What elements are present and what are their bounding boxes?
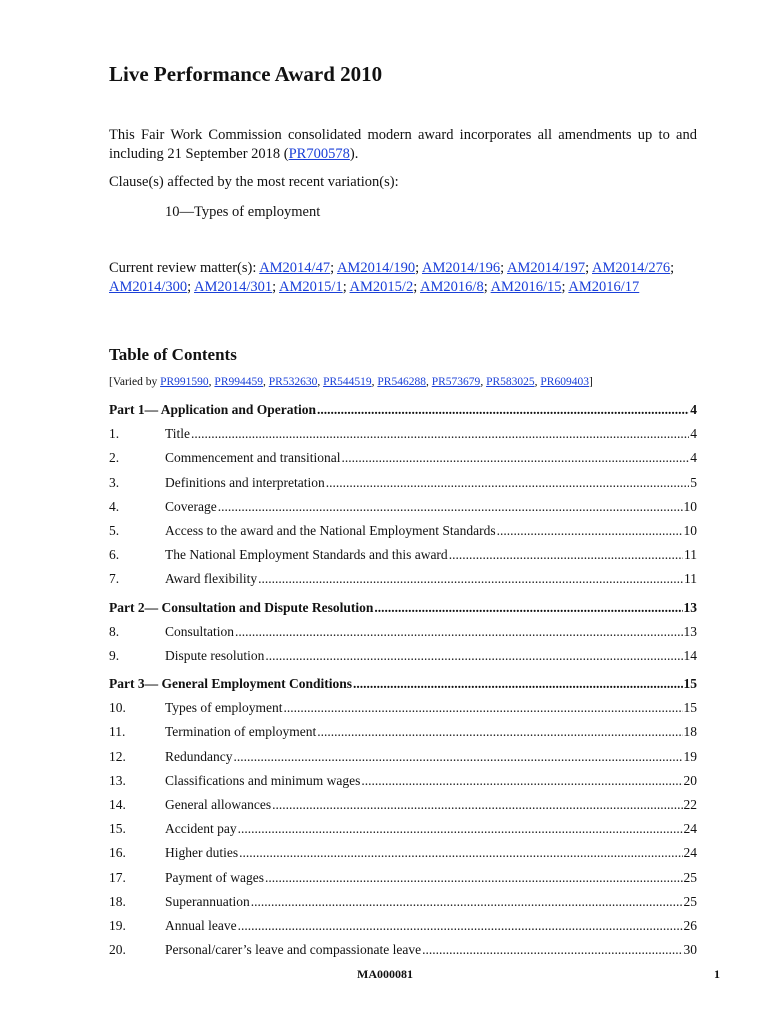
review-link[interactable]: AM2014/197 (506, 260, 586, 276)
toc-leader-dots (326, 475, 690, 491)
toc-number: 4. (109, 498, 120, 514)
intro-text-end: ). (349, 146, 359, 162)
toc-leader-dots (353, 676, 683, 692)
varied-separator: , (317, 376, 324, 388)
toc-row[interactable] (109, 475, 697, 499)
review-link[interactable]: AM2015/2 (349, 279, 414, 295)
toc-label: Superannuation (165, 893, 250, 909)
toc-row[interactable] (109, 797, 697, 821)
clauses-label: Clause(s) affected by the most recent variation(s): (109, 174, 399, 190)
toc-label: Payment of wages (165, 869, 264, 885)
toc-page-number: 25 (683, 893, 697, 909)
toc-leader-dots (497, 523, 683, 539)
varied-link[interactable]: PR573679 (431, 376, 481, 388)
intro-paragraph (109, 126, 697, 164)
toc-row[interactable] (109, 918, 697, 942)
toc-row[interactable] (109, 845, 697, 869)
table-of-contents (109, 402, 697, 966)
clause-item: 10—Types of employment (165, 204, 321, 220)
varied-separator: , (425, 376, 432, 388)
review-link[interactable]: AM2016/15 (490, 279, 562, 295)
toc-page-number: 22 (683, 797, 697, 812)
toc-label: Title (165, 426, 191, 442)
toc-leader-dots (284, 700, 683, 716)
toc-leader-dots (235, 624, 682, 640)
toc-heading: Table of Contents (109, 345, 237, 364)
toc-leader-dots (265, 870, 683, 886)
varied-separator: , (480, 376, 487, 388)
toc-page-number: 10 (683, 498, 697, 514)
review-separator: ; (585, 260, 592, 276)
toc-label: Commencement and transitional (165, 450, 341, 466)
toc-leader-dots (272, 797, 682, 813)
varied-link[interactable]: PR544519 (323, 376, 372, 388)
toc-page-number: 4 (690, 450, 697, 466)
toc-page-number: 24 (683, 821, 697, 837)
toc-row[interactable] (109, 870, 697, 894)
toc-number: 5. (109, 522, 120, 538)
review-separator: ; (272, 279, 280, 295)
review-matters (109, 259, 701, 297)
toc-leader-dots (317, 724, 682, 740)
toc-leader-dots (341, 450, 689, 466)
toc-leader-dots (239, 845, 682, 861)
toc-label: Accident pay (165, 821, 237, 837)
toc-leader-dots (449, 547, 683, 563)
toc-label: Part 1— Application and Operation (109, 402, 317, 417)
toc-page-number: 15 (683, 676, 697, 692)
varied-link[interactable]: PR532630 (268, 376, 318, 388)
intro-text: This Fair Work Commission consolidated modern award incorporates all amendments up to and including 21 September 2018 ( (109, 127, 697, 162)
review-link[interactable]: AM2014/300 (109, 279, 188, 295)
toc-number: 16. (109, 845, 126, 861)
varied-by (109, 376, 593, 388)
review-link[interactable]: AM2015/1 (279, 279, 343, 295)
toc-label: Annual leave (165, 917, 237, 933)
toc-page-number: 26 (683, 917, 697, 933)
toc-number: 20. (109, 942, 126, 958)
review-separator: ; (500, 260, 507, 276)
varied-prefix: [Varied by (109, 376, 161, 388)
toc-label: Termination of employment (165, 724, 317, 740)
toc-leader-dots (251, 894, 683, 910)
toc-row[interactable] (109, 523, 697, 547)
toc-label: Higher duties (165, 845, 239, 861)
varied-link[interactable]: PR991590 (160, 376, 209, 388)
review-link[interactable]: AM2014/276 (592, 260, 671, 276)
toc-number: 2. (109, 450, 120, 466)
toc-part-row[interactable] (109, 600, 697, 624)
toc-label: The National Employment Standards and this award (165, 547, 448, 563)
toc-page-number: 24 (683, 845, 697, 861)
toc-page-number: 25 (683, 869, 697, 885)
review-link[interactable]: AM2014/190 (336, 260, 416, 276)
toc-leader-dots (317, 402, 689, 418)
document-title: Live Performance Award 2010 (109, 62, 383, 86)
toc-label: Dispute resolution (165, 647, 265, 663)
toc-page-number: 11 (684, 571, 697, 587)
toc-number: 19. (109, 917, 126, 933)
toc-page-number: 10 (683, 522, 697, 538)
review-separator: ; (187, 279, 195, 295)
review-separator: ; (415, 260, 422, 276)
toc-row[interactable] (109, 749, 697, 773)
toc-page-number: 11 (684, 547, 697, 563)
toc-leader-dots (361, 773, 682, 789)
varied-link[interactable]: PR546288 (377, 376, 426, 388)
toc-leader-dots (238, 821, 683, 837)
varied-link[interactable]: PR609403 (540, 376, 589, 388)
toc-page-number: 19 (683, 748, 697, 764)
toc-number: 3. (109, 474, 120, 490)
toc-number: 14. (109, 797, 126, 812)
toc-number: 12. (109, 748, 126, 764)
toc-label: Part 3— General Employment Conditions (109, 676, 352, 692)
toc-page-number: 18 (683, 724, 697, 740)
toc-leader-dots (422, 942, 682, 958)
toc-page-number: 15 (683, 700, 697, 716)
varied-link[interactable]: PR994459 (214, 376, 263, 388)
toc-row[interactable] (109, 700, 697, 724)
toc-leader-dots (265, 648, 682, 664)
varied-separator: , (263, 376, 269, 388)
varied-separator: , (208, 376, 215, 388)
toc-page-number: 20 (683, 772, 697, 788)
toc-part-row[interactable] (109, 676, 697, 700)
toc-label: General allowances (165, 797, 272, 812)
toc-row[interactable] (109, 426, 697, 450)
toc-page-number: 13 (683, 623, 697, 639)
toc-part-row[interactable] (109, 402, 697, 426)
toc-row[interactable] (109, 894, 697, 918)
review-link[interactable]: AM2016/8 (420, 279, 484, 295)
toc-number: 15. (109, 821, 126, 837)
toc-row[interactable] (109, 773, 697, 797)
toc-leader-dots (238, 918, 683, 934)
toc-label: Coverage (165, 498, 217, 514)
toc-label: Award flexibility (165, 571, 258, 587)
varied-separator: , (534, 376, 541, 388)
toc-number: 7. (109, 571, 120, 587)
toc-label: Part 2— Consultation and Dispute Resolution (109, 599, 374, 615)
toc-row[interactable] (109, 450, 697, 474)
toc-leader-dots (191, 426, 689, 442)
toc-leader-dots (374, 600, 682, 616)
review-link[interactable]: AM2014/301 (194, 279, 273, 295)
toc-row[interactable] (109, 624, 697, 648)
review-separator: ; (483, 279, 491, 295)
review-link[interactable]: AM2014/47 (259, 260, 331, 276)
review-separator: ; (330, 260, 337, 276)
toc-row[interactable] (109, 648, 697, 672)
toc-row[interactable] (109, 821, 697, 845)
toc-leader-dots (258, 571, 683, 587)
toc-number: 6. (109, 547, 120, 563)
toc-number: 11. (109, 724, 126, 740)
toc-row[interactable] (109, 571, 697, 595)
toc-row[interactable] (109, 724, 697, 748)
toc-number: 18. (109, 893, 126, 909)
toc-number: 10. (109, 700, 126, 716)
varied-separator: , (371, 376, 378, 388)
toc-page-number: 5 (690, 474, 697, 490)
toc-label: Redundancy (165, 748, 233, 764)
toc-number: 9. (109, 647, 120, 663)
toc-label: Consultation (165, 623, 235, 639)
toc-page-number: 4 (690, 402, 697, 417)
toc-label: Definitions and interpretation (165, 474, 325, 490)
toc-number: 8. (109, 623, 120, 639)
toc-page-number: 14 (683, 647, 697, 663)
varied-link[interactable]: PR583025 (486, 376, 535, 388)
intro-link[interactable]: PR700578 (288, 146, 350, 162)
toc-row[interactable] (109, 942, 697, 966)
review-separator: ; (670, 260, 675, 276)
review-separator: ; (413, 279, 421, 295)
review-separator: ; (342, 279, 350, 295)
toc-number: 13. (109, 772, 126, 788)
toc-label: Types of employment (165, 700, 283, 716)
review-link[interactable]: AM2016/17 (568, 279, 640, 295)
toc-row[interactable] (109, 499, 697, 523)
toc-page-number: 4 (690, 426, 697, 442)
toc-label: Personal/carer’s leave and compassionate leave (165, 942, 422, 958)
toc-leader-dots (233, 749, 682, 765)
footer-award-code: MA000081 (357, 967, 413, 981)
toc-page-number: 13 (683, 599, 697, 615)
varied-suffix: ] (588, 376, 593, 388)
review-link[interactable]: AM2014/196 (421, 260, 501, 276)
toc-number: 1. (109, 426, 120, 442)
review-separator: ; (561, 279, 569, 295)
footer-page-number: 1 (714, 967, 720, 981)
toc-label: Classifications and minimum wages (165, 772, 361, 788)
toc-row[interactable] (109, 547, 697, 571)
toc-label: Access to the award and the National Employment Standards (165, 522, 496, 538)
toc-leader-dots (218, 499, 683, 515)
toc-number: 17. (109, 869, 126, 885)
toc-page-number: 30 (683, 942, 697, 958)
review-label: Current review matter(s): (109, 260, 260, 276)
